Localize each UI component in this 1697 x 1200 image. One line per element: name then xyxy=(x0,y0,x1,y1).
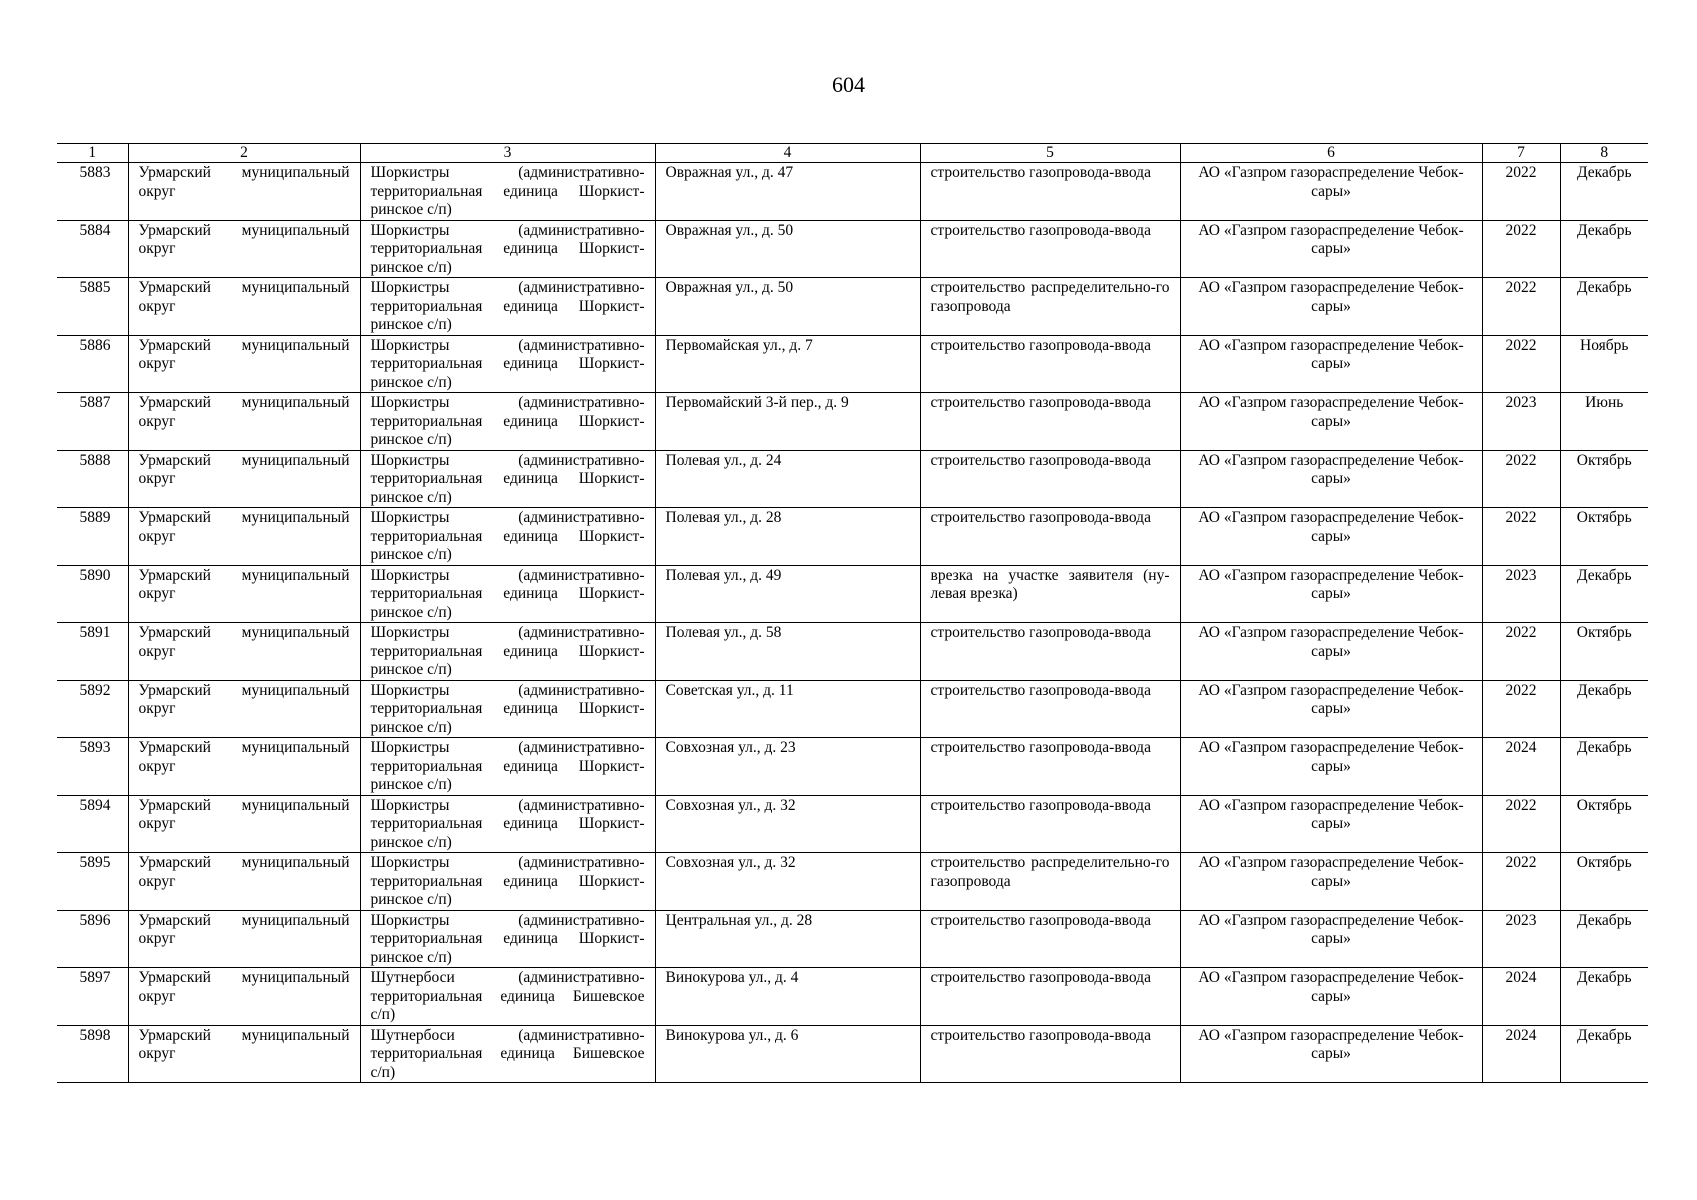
address-cell: Первомайский 3-й пер., д. 9 xyxy=(655,393,920,451)
page-number: 604 xyxy=(832,72,865,97)
locality-text: территориальная xyxy=(370,412,483,430)
month-cell: Ноябрь xyxy=(1560,335,1648,393)
locality-text: территориальная xyxy=(370,1045,483,1062)
row-number: 5890 xyxy=(57,565,128,623)
table-row xyxy=(57,1025,1648,1083)
locality-text: единица xyxy=(503,470,558,487)
address-cell: Совхозная ул., д. 23 xyxy=(655,738,920,796)
year-cell: 2022 xyxy=(1482,163,1560,221)
month-cell: Декабрь xyxy=(1560,278,1648,336)
column-header: 4 xyxy=(655,144,920,163)
locality-text: ринское с/п) xyxy=(370,201,452,218)
locality-name: Шутнербоси xyxy=(370,969,455,986)
locality-text: ринское с/п) xyxy=(370,776,452,793)
district-cell: Урмарский муниципальный округ xyxy=(128,508,360,566)
organization-cell: АО «Газпром газораспределение Чебок-сары» xyxy=(1180,335,1482,393)
month-cell: Октябрь xyxy=(1560,508,1648,566)
year-cell: 2022 xyxy=(1482,450,1560,508)
row-number: 5888 xyxy=(57,450,128,508)
organization-cell: АО «Газпром газораспределение Чебок-сары» xyxy=(1180,623,1482,681)
district-cell: Урмарский муниципальный округ xyxy=(128,853,360,911)
table-row xyxy=(57,508,1648,566)
row-number: 5883 xyxy=(57,163,128,221)
locality-cell xyxy=(360,220,655,278)
table-row xyxy=(57,910,1648,968)
locality-text: Бишевское xyxy=(572,987,645,1005)
locality-text: Шоркист- xyxy=(578,240,645,257)
row-number: 5895 xyxy=(57,853,128,911)
table-row xyxy=(57,680,1648,738)
locality-cell xyxy=(360,335,655,393)
column-header: 6 xyxy=(1180,144,1482,163)
locality-name: Шоркистры xyxy=(370,739,450,756)
locality-text: единица xyxy=(503,757,558,775)
locality-name: Шоркистры xyxy=(370,681,450,699)
locality-type: (административно- xyxy=(518,854,645,871)
locality-text: Шоркист- xyxy=(578,297,645,315)
address-cell: Винокурова ул., д. 4 xyxy=(655,968,920,1026)
month-cell: Июнь xyxy=(1560,393,1648,451)
locality-cell xyxy=(360,680,655,738)
gasification-schedule-table xyxy=(57,143,1648,1083)
table-row xyxy=(57,393,1648,451)
month-cell: Декабрь xyxy=(1560,220,1648,278)
district-cell: Урмарский муниципальный округ xyxy=(128,163,360,221)
locality-type: (административно- xyxy=(518,279,645,296)
organization-cell: АО «Газпром газораспределение Чебок-сары» xyxy=(1180,1025,1482,1083)
locality-text: ринское с/п) xyxy=(370,488,452,506)
locality-text: ринское с/п) xyxy=(370,833,452,851)
month-cell: Декабрь xyxy=(1560,680,1648,738)
work-type-cell: строительство газопровода-ввода xyxy=(920,393,1180,451)
year-cell: 2024 xyxy=(1482,968,1560,1026)
district-cell: Урмарский муниципальный округ xyxy=(128,795,360,853)
locality-type: (административно- xyxy=(518,336,645,354)
work-type-cell: строительство газопровода-ввода xyxy=(920,910,1180,968)
year-cell: 2022 xyxy=(1482,220,1560,278)
locality-cell xyxy=(360,853,655,911)
locality-cell xyxy=(360,278,655,336)
district-cell: Урмарский муниципальный округ xyxy=(128,393,360,451)
locality-cell xyxy=(360,450,655,508)
column-header: 5 xyxy=(920,144,1180,163)
locality-text: Шоркист- xyxy=(578,700,645,717)
locality-text: ринское с/п) xyxy=(370,373,452,391)
organization-cell: АО «Газпром газораспределение Чебок-сары» xyxy=(1180,508,1482,566)
locality-text: ринское с/п) xyxy=(370,948,452,966)
work-type-cell: строительство газопровода-ввода xyxy=(920,738,1180,796)
locality-text: территориальная xyxy=(370,872,483,890)
work-type-cell: строительство газопровода-ввода xyxy=(920,968,1180,1026)
year-cell: 2022 xyxy=(1482,623,1560,681)
work-type-cell: строительство газопровода-ввода xyxy=(920,163,1180,221)
locality-text: территориальная xyxy=(370,355,483,372)
address-cell: Совхозная ул., д. 32 xyxy=(655,795,920,853)
table-row xyxy=(57,220,1648,278)
organization-cell: АО «Газпром газораспределение Чебок-сары» xyxy=(1180,853,1482,911)
locality-text: ринское с/п) xyxy=(370,431,452,448)
locality-text: территориальная xyxy=(370,815,483,832)
locality-text: территориальная xyxy=(370,470,483,487)
locality-text: ринское с/п) xyxy=(370,546,452,563)
year-cell: 2022 xyxy=(1482,278,1560,336)
month-cell: Октябрь xyxy=(1560,450,1648,508)
locality-type: (административно- xyxy=(518,911,645,929)
row-number: 5898 xyxy=(57,1025,128,1083)
address-cell: Полевая ул., д. 49 xyxy=(655,565,920,623)
locality-text: Шоркист- xyxy=(578,642,645,660)
locality-text: территориальная xyxy=(370,700,483,717)
locality-text: единица xyxy=(503,930,558,947)
locality-text: Шоркист- xyxy=(578,585,645,602)
district-cell: Урмарский муниципальный округ xyxy=(128,680,360,738)
organization-cell: АО «Газпром газораспределение Чебок-сары» xyxy=(1180,910,1482,968)
locality-text: единица xyxy=(503,700,558,717)
address-cell: Полевая ул., д. 58 xyxy=(655,623,920,681)
district-cell: Урмарский муниципальный округ xyxy=(128,278,360,336)
work-type-cell: строительство газопровода-ввода xyxy=(920,680,1180,738)
month-cell: Декабрь xyxy=(1560,910,1648,968)
locality-name: Шоркистры xyxy=(370,279,450,296)
locality-type: (административно- xyxy=(518,969,645,986)
locality-text: Шоркист- xyxy=(578,470,645,487)
row-number: 5897 xyxy=(57,968,128,1026)
organization-cell: АО «Газпром газораспределение Чебок-сары» xyxy=(1180,680,1482,738)
locality-text: Шоркист- xyxy=(578,527,645,545)
locality-text: единица xyxy=(503,815,558,832)
district-cell: Урмарский муниципальный округ xyxy=(128,968,360,1026)
locality-text: ринское с/п) xyxy=(370,718,452,736)
work-type-cell: строительство распределительно-го газопровода xyxy=(920,853,1180,911)
year-cell: 2023 xyxy=(1482,393,1560,451)
locality-text: ринское с/п) xyxy=(370,258,452,276)
table-row xyxy=(57,623,1648,681)
locality-name: Шоркистры xyxy=(370,854,450,871)
month-cell: Декабрь xyxy=(1560,968,1648,1026)
month-cell: Декабрь xyxy=(1560,163,1648,221)
table-row xyxy=(57,853,1648,911)
locality-text: ринское с/п) xyxy=(370,316,452,333)
locality-text: единица xyxy=(503,872,558,890)
district-cell: Урмарский муниципальный округ xyxy=(128,450,360,508)
column-header: 2 xyxy=(128,144,360,163)
district-cell: Урмарский муниципальный округ xyxy=(128,910,360,968)
locality-text: Шоркист- xyxy=(578,815,645,832)
locality-text: ринское с/п) xyxy=(370,603,452,621)
locality-cell xyxy=(360,508,655,566)
work-type-cell: строительство газопровода-ввода xyxy=(920,623,1180,681)
locality-name: Шоркистры xyxy=(370,566,450,584)
organization-cell: АО «Газпром газораспределение Чебок-сары» xyxy=(1180,278,1482,336)
year-cell: 2022 xyxy=(1482,508,1560,566)
work-type-cell: строительство газопровода-ввода xyxy=(920,220,1180,278)
locality-cell xyxy=(360,968,655,1026)
locality-type: (административно- xyxy=(518,1026,645,1044)
address-cell: Овражная ул., д. 50 xyxy=(655,220,920,278)
locality-text: единица xyxy=(503,585,558,602)
address-cell: Советская ул., д. 11 xyxy=(655,680,920,738)
locality-text: единица xyxy=(503,642,558,660)
column-header: 1 xyxy=(57,144,128,163)
locality-cell xyxy=(360,1025,655,1083)
address-cell: Овражная ул., д. 50 xyxy=(655,278,920,336)
locality-text: ринское с/п) xyxy=(370,661,452,678)
locality-cell xyxy=(360,738,655,796)
locality-name: Шутнербоси xyxy=(370,1026,455,1044)
work-type-cell: строительство газопровода-ввода xyxy=(920,508,1180,566)
column-number-row xyxy=(57,144,1648,163)
year-cell: 2023 xyxy=(1482,565,1560,623)
row-number: 5889 xyxy=(57,508,128,566)
column-header: 3 xyxy=(360,144,655,163)
row-number: 5892 xyxy=(57,680,128,738)
work-type-cell: строительство газопровода-ввода xyxy=(920,335,1180,393)
district-cell: Урмарский муниципальный округ xyxy=(128,220,360,278)
table-row xyxy=(57,565,1648,623)
locality-type: (административно- xyxy=(518,394,645,411)
locality-cell xyxy=(360,910,655,968)
address-cell: Овражная ул., д. 47 xyxy=(655,163,920,221)
locality-name: Шоркистры xyxy=(370,509,450,526)
year-cell: 2024 xyxy=(1482,738,1560,796)
table-row xyxy=(57,163,1648,221)
locality-name: Шоркистры xyxy=(370,796,450,814)
locality-type: (административно- xyxy=(518,566,645,584)
locality-text: единица xyxy=(503,297,558,315)
locality-text: территориальная xyxy=(370,642,483,660)
locality-text: с/п) xyxy=(370,1063,396,1081)
organization-cell: АО «Газпром газораспределение Чебок-сары» xyxy=(1180,968,1482,1026)
district-cell: Урмарский муниципальный округ xyxy=(128,1025,360,1083)
locality-text: территориальная xyxy=(370,987,483,1005)
locality-type: (административно- xyxy=(518,739,645,756)
locality-text: Шоркист- xyxy=(578,872,645,890)
locality-text: Шоркист- xyxy=(578,412,645,430)
district-cell: Урмарский муниципальный округ xyxy=(128,335,360,393)
row-number: 5886 xyxy=(57,335,128,393)
organization-cell: АО «Газпром газораспределение Чебок-сары» xyxy=(1180,795,1482,853)
row-number: 5885 xyxy=(57,278,128,336)
locality-name: Шоркистры xyxy=(370,911,450,929)
locality-type: (административно- xyxy=(518,221,645,239)
locality-text: территориальная xyxy=(370,585,483,602)
district-cell: Урмарский муниципальный округ xyxy=(128,738,360,796)
row-number: 5894 xyxy=(57,795,128,853)
row-number: 5893 xyxy=(57,738,128,796)
table-row xyxy=(57,450,1648,508)
locality-name: Шоркистры xyxy=(370,164,450,181)
work-type-cell: врезка на участке заявителя (ну-левая врезка) xyxy=(920,565,1180,623)
locality-type: (административно- xyxy=(518,451,645,469)
locality-text: Шоркист- xyxy=(578,182,645,200)
year-cell: 2024 xyxy=(1482,1025,1560,1083)
locality-text: с/п) xyxy=(370,1006,396,1023)
year-cell: 2022 xyxy=(1482,680,1560,738)
row-number: 5884 xyxy=(57,220,128,278)
month-cell: Октябрь xyxy=(1560,853,1648,911)
year-cell: 2023 xyxy=(1482,910,1560,968)
organization-cell: АО «Газпром газораспределение Чебок-сары» xyxy=(1180,565,1482,623)
locality-text: Бишевское xyxy=(572,1045,645,1062)
year-cell: 2022 xyxy=(1482,853,1560,911)
locality-text: территориальная xyxy=(370,930,483,947)
year-cell: 2022 xyxy=(1482,335,1560,393)
district-cell: Урмарский муниципальный округ xyxy=(128,623,360,681)
locality-text: территориальная xyxy=(370,182,483,200)
organization-cell: АО «Газпром газораспределение Чебок-сары» xyxy=(1180,163,1482,221)
row-number: 5891 xyxy=(57,623,128,681)
locality-text: единица xyxy=(503,355,558,372)
locality-name: Шоркистры xyxy=(370,624,450,641)
locality-name: Шоркистры xyxy=(370,451,450,469)
locality-text: территориальная xyxy=(370,527,483,545)
work-type-cell: строительство распределительно-го газопровода xyxy=(920,278,1180,336)
locality-text: территориальная xyxy=(370,757,483,775)
table-row xyxy=(57,738,1648,796)
organization-cell: АО «Газпром газораспределение Чебок-сары» xyxy=(1180,450,1482,508)
work-type-cell: строительство газопровода-ввода xyxy=(920,1025,1180,1083)
locality-text: территориальная xyxy=(370,297,483,315)
locality-cell xyxy=(360,393,655,451)
locality-text: единица xyxy=(500,987,555,1005)
locality-cell xyxy=(360,623,655,681)
district-cell: Урмарский муниципальный округ xyxy=(128,565,360,623)
locality-name: Шоркистры xyxy=(370,336,450,354)
locality-text: единица xyxy=(500,1045,555,1062)
month-cell: Октябрь xyxy=(1560,795,1648,853)
work-type-cell: строительство газопровода-ввода xyxy=(920,795,1180,853)
address-cell: Винокурова ул., д. 6 xyxy=(655,1025,920,1083)
locality-cell xyxy=(360,565,655,623)
locality-text: единица xyxy=(503,240,558,257)
locality-text: единица xyxy=(503,182,558,200)
locality-text: Шоркист- xyxy=(578,757,645,775)
column-header: 8 xyxy=(1560,144,1648,163)
address-cell: Совхозная ул., д. 32 xyxy=(655,853,920,911)
locality-text: единица xyxy=(503,527,558,545)
locality-text: ринское с/п) xyxy=(370,891,452,908)
locality-name: Шоркистры xyxy=(370,221,450,239)
locality-type: (административно- xyxy=(518,624,645,641)
locality-cell xyxy=(360,795,655,853)
address-cell: Полевая ул., д. 24 xyxy=(655,450,920,508)
locality-type: (административно- xyxy=(518,509,645,526)
locality-cell xyxy=(360,163,655,221)
month-cell: Декабрь xyxy=(1560,738,1648,796)
locality-name: Шоркистры xyxy=(370,394,450,411)
locality-text: территориальная xyxy=(370,240,483,257)
locality-text: Шоркист- xyxy=(578,930,645,947)
locality-type: (административно- xyxy=(518,796,645,814)
month-cell: Декабрь xyxy=(1560,565,1648,623)
locality-type: (административно- xyxy=(518,681,645,699)
locality-text: единица xyxy=(503,412,558,430)
locality-text: Шоркист- xyxy=(578,355,645,372)
address-cell: Полевая ул., д. 28 xyxy=(655,508,920,566)
address-cell: Первомайская ул., д. 7 xyxy=(655,335,920,393)
locality-type: (административно- xyxy=(518,164,645,181)
row-number: 5887 xyxy=(57,393,128,451)
column-header: 7 xyxy=(1482,144,1560,163)
organization-cell: АО «Газпром газораспределение Чебок-сары» xyxy=(1180,220,1482,278)
table-row xyxy=(57,278,1648,336)
month-cell: Октябрь xyxy=(1560,623,1648,681)
month-cell: Декабрь xyxy=(1560,1025,1648,1083)
year-cell: 2022 xyxy=(1482,795,1560,853)
work-type-cell: строительство газопровода-ввода xyxy=(920,450,1180,508)
address-cell: Центральная ул., д. 28 xyxy=(655,910,920,968)
table-row xyxy=(57,335,1648,393)
row-number: 5896 xyxy=(57,910,128,968)
organization-cell: АО «Газпром газораспределение Чебок-сары» xyxy=(1180,393,1482,451)
table-row xyxy=(57,795,1648,853)
organization-cell: АО «Газпром газораспределение Чебок-сары» xyxy=(1180,738,1482,796)
table-row xyxy=(57,968,1648,1026)
